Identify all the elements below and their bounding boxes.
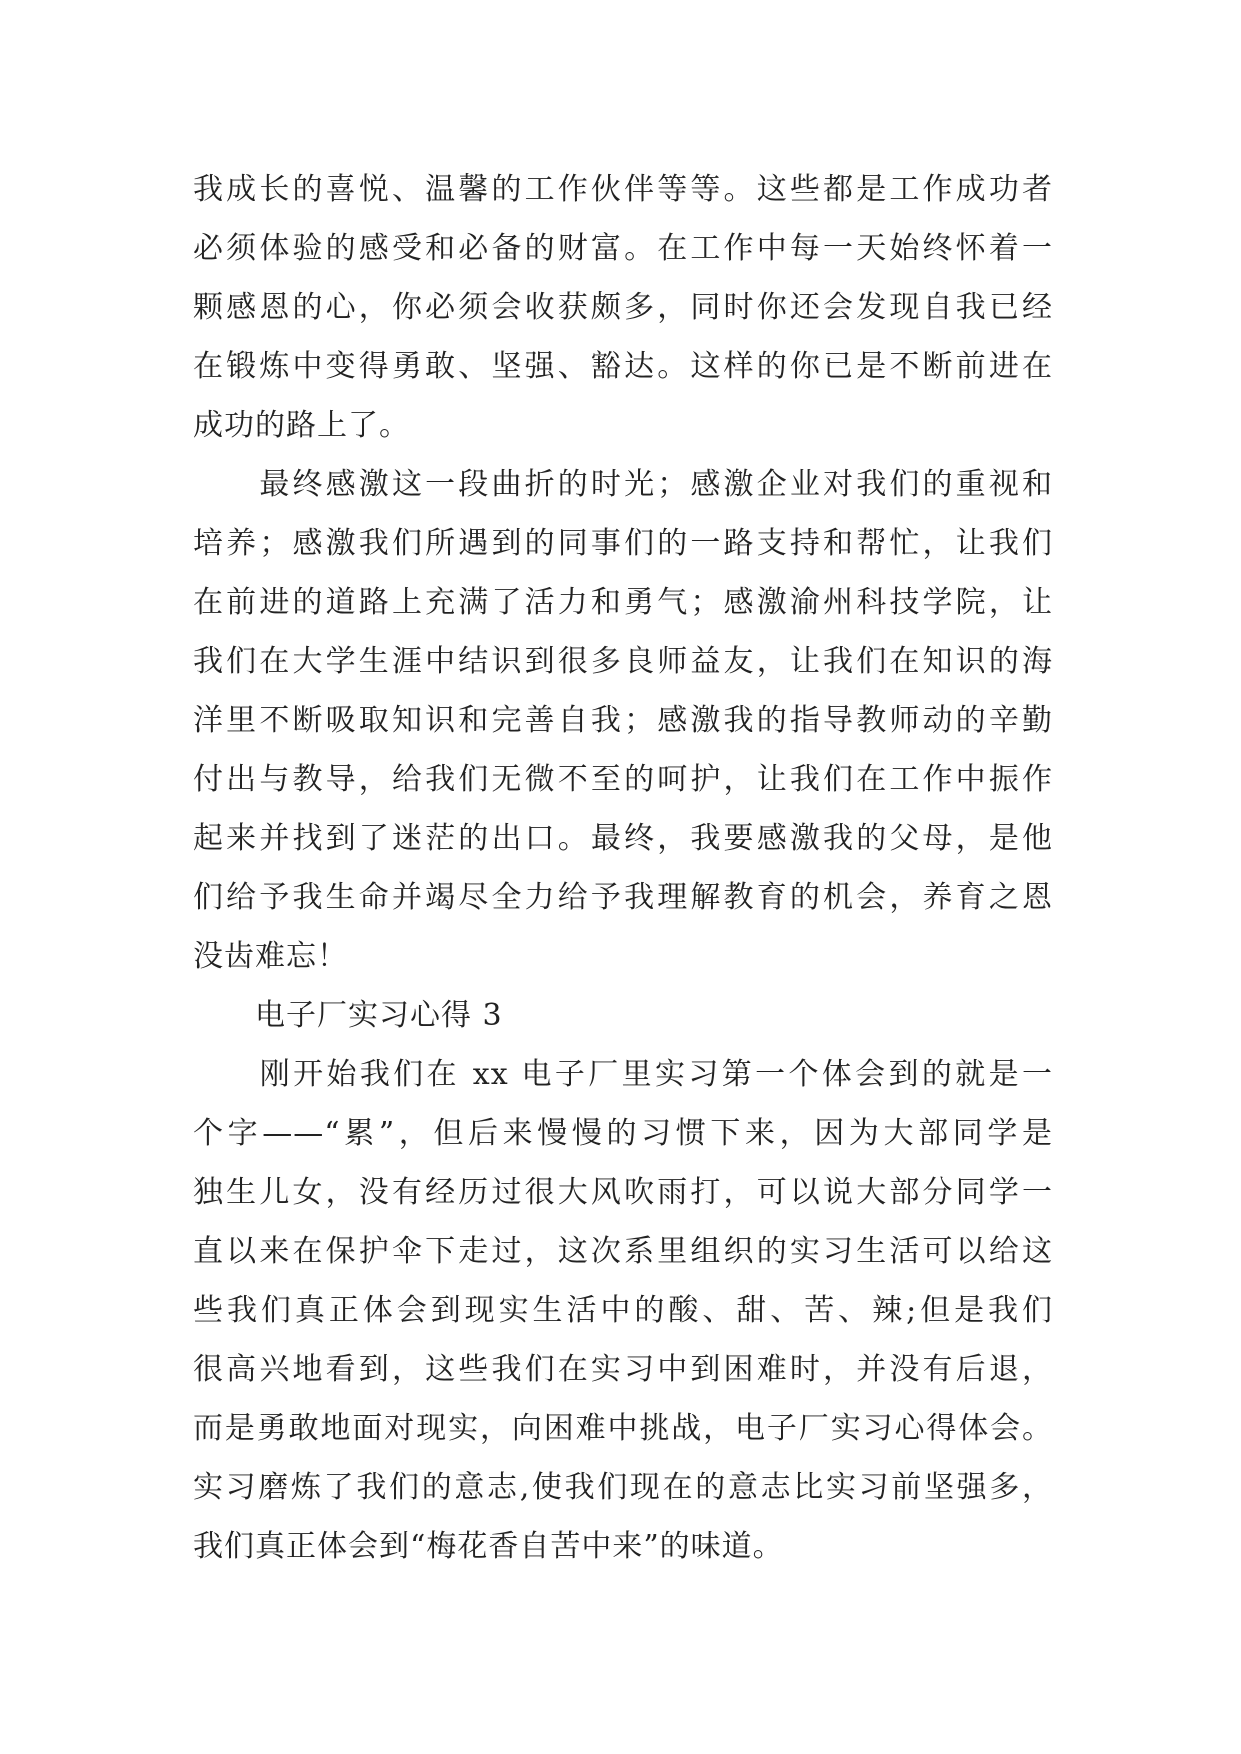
text-line: 起来并找到了迷茫的出口。最终，我要感激我的父母，是他: [193, 821, 1053, 856]
text-line: 些我们真正体会到现实生活中的酸、甜、苦、辣;但是我们: [193, 1293, 1053, 1328]
text-line: 洋里不断吸取知识和完善自我；感激我的指导教师动的辛勤: [193, 703, 1053, 738]
text-line: 必须体验的感受和必备的财富。在工作中每一天始终怀着一: [193, 231, 1053, 266]
text-line: 颗感恩的心，你必须会收获颇多，同时你还会发现自我已经: [193, 290, 1053, 325]
text-line: 直以来在保护伞下走过，这次系里组织的实习生活可以给这: [193, 1234, 1053, 1269]
text-line: 最终感激这一段曲折的时光；感激企业对我们的重视和: [193, 467, 1053, 502]
text-line: 而是勇敢地面对现实，向困难中挑战，电子厂实习心得体会。: [193, 1411, 1053, 1446]
text-line: 我们真正体会到“梅花香自苦中来”的味道。: [193, 1529, 784, 1564]
document-body: [193, 160, 1053, 1576]
text-line: 很高兴地看到，这些我们在实习中到困难时，并没有后退，: [193, 1352, 1053, 1387]
section-heading: 电子厂实习心得 3: [193, 998, 503, 1033]
text-line: 个字——“累”，但后来慢慢的习惯下来，因为大部同学是: [193, 1116, 1053, 1151]
text-line: 培养；感激我们所遇到的同事们的一路支持和帮忙，让我们: [193, 526, 1053, 561]
text-line: 我成长的喜悦、温馨的工作伙伴等等。这些都是工作成功者: [193, 172, 1053, 207]
text-line: 没齿难忘！: [193, 939, 348, 974]
text-line: 付出与教导，给我们无微不至的呵护，让我们在工作中振作: [193, 762, 1053, 797]
text-line: 独生儿女，没有经历过很大风吹雨打，可以说大部分同学一: [193, 1175, 1053, 1210]
text-line: 在锻炼中变得勇敢、坚强、豁达。这样的你已是不断前进在: [193, 349, 1053, 384]
text-line: 实习磨炼了我们的意志,使我们现在的意志比实习前坚强多，: [193, 1470, 1053, 1505]
text-line: 我们在大学生涯中结识到很多良师益友，让我们在知识的海: [193, 644, 1053, 679]
text-line: 们给予我生命并竭尽全力给予我理解教育的机会，养育之恩: [193, 880, 1053, 915]
text-line: 成功的路上了。: [193, 408, 410, 443]
text-line: 在前进的道路上充满了活力和勇气；感激渝州科技学院，让: [193, 585, 1053, 620]
text-line: 刚开始我们在 xx 电子厂里实习第一个体会到的就是一: [193, 1057, 1053, 1092]
